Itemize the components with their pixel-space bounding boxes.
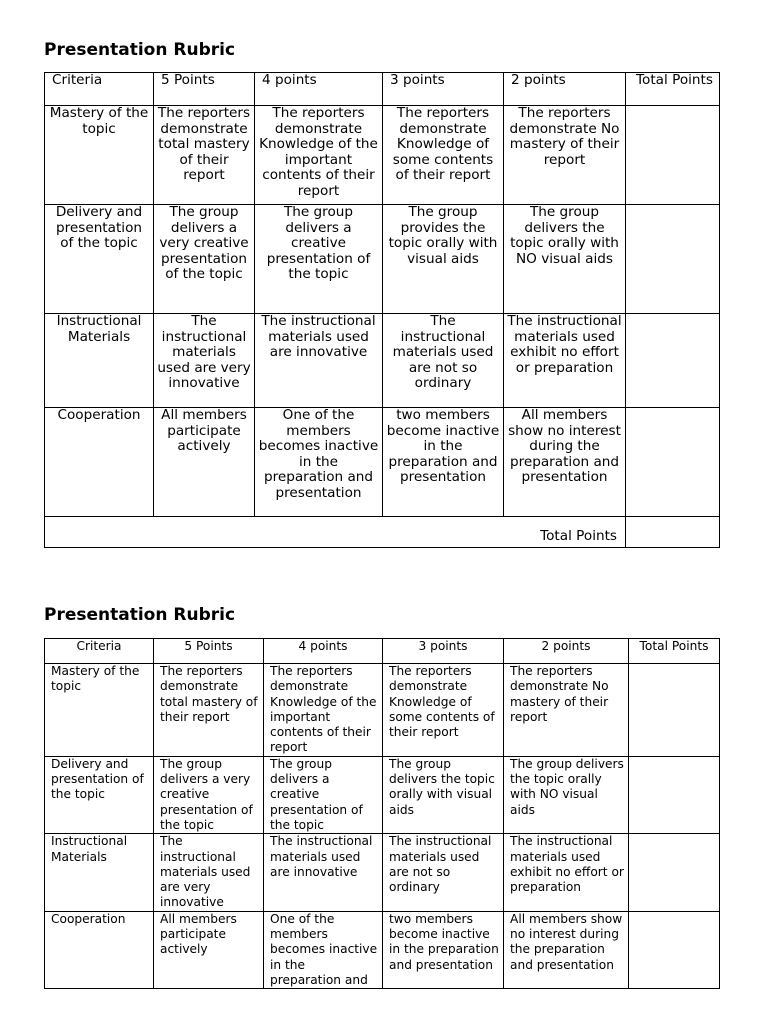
rubric-cell: The instructional materials used exhibit no effort or preparation bbox=[504, 834, 629, 911]
rubric-cell: The reporters demonstrate Knowledge of the important contents of their report bbox=[264, 664, 383, 757]
criteria-cell: Mastery of the topic bbox=[45, 664, 154, 757]
total-row bbox=[45, 517, 720, 548]
criteria-cell: Delivery and presentation of the topic bbox=[45, 205, 154, 314]
rubric-title: Presentation Rubric bbox=[44, 40, 236, 60]
header-5-points: 5 Points bbox=[154, 73, 255, 106]
header-3-points: 3 points bbox=[383, 639, 504, 664]
rubric-cell: The reporters demonstrate total mastery of their report bbox=[154, 664, 264, 757]
rubric-cell: The reporters demonstrate Knowledge of some contents of their report bbox=[383, 664, 504, 757]
rubric-cell: The instructional materials used are very innovative bbox=[154, 834, 264, 911]
criteria-cell: Instructional Materials bbox=[45, 834, 154, 911]
rubric-cell: All members show no interest during the preparation and presentation bbox=[504, 408, 626, 517]
rubric-cell: The group provides the topic orally with visual aids bbox=[383, 205, 504, 314]
rubric-cell: The reporters demonstrate total mastery of their report bbox=[154, 106, 255, 205]
total-cell bbox=[629, 664, 720, 757]
total-cell bbox=[626, 106, 720, 205]
rubric-title-2: Presentation Rubric bbox=[44, 605, 236, 625]
rubric-cell: The group delivers a very creative presentation of the topic bbox=[154, 756, 264, 833]
total-points-value bbox=[626, 517, 720, 548]
header-4-points: 4 points bbox=[264, 639, 383, 664]
table-row bbox=[45, 834, 720, 911]
rubric-cell: The reporters demonstrate Knowledge of some contents of their report bbox=[383, 106, 504, 205]
rubric-cell: All members participate actively bbox=[154, 911, 264, 988]
rubric-cell: The group delivers the topic orally with NO visual aids bbox=[504, 756, 629, 833]
table-header-row bbox=[45, 639, 720, 664]
criteria-cell: Instructional Materials bbox=[45, 314, 154, 408]
table-row bbox=[45, 664, 720, 757]
rubric-cell: The reporters demonstrate Knowledge of the important contents of their report bbox=[255, 106, 383, 205]
total-cell bbox=[629, 834, 720, 911]
total-points-label: Total Points bbox=[45, 517, 626, 548]
rubric-cell: One of the members becomes inactive in the preparation and bbox=[264, 911, 383, 988]
table-row bbox=[45, 314, 720, 408]
rubric-table-2 bbox=[44, 638, 720, 989]
rubric-cell: All members show no interest during the preparation and presentation bbox=[504, 911, 629, 988]
total-cell bbox=[626, 205, 720, 314]
criteria-cell: Cooperation bbox=[45, 911, 154, 988]
rubric-cell: The instructional materials used are innovative bbox=[255, 314, 383, 408]
total-cell bbox=[626, 314, 720, 408]
rubric-table bbox=[44, 72, 720, 548]
header-3-points: 3 points bbox=[383, 73, 504, 106]
header-4-points: 4 points bbox=[255, 73, 383, 106]
total-cell bbox=[629, 911, 720, 988]
rubric-cell: All members participate actively bbox=[154, 408, 255, 517]
table-row bbox=[45, 756, 720, 833]
rubric-cell: two members become inactive in the preparation and presentation bbox=[383, 408, 504, 517]
header-5-points: 5 Points bbox=[154, 639, 264, 664]
criteria-cell: Delivery and presentation of the topic bbox=[45, 756, 154, 833]
table-row bbox=[45, 106, 720, 205]
table-row bbox=[45, 205, 720, 314]
rubric-cell: The instructional materials used are very innovative bbox=[154, 314, 255, 408]
criteria-cell: Cooperation bbox=[45, 408, 154, 517]
header-2-points: 2 points bbox=[504, 73, 626, 106]
rubric-cell: The reporters demonstrate No mastery of their report bbox=[504, 106, 626, 205]
total-cell bbox=[626, 408, 720, 517]
rubric-cell: The instructional materials used are not so ordinary bbox=[383, 834, 504, 911]
rubric-cell: The group delivers the topic orally with NO visual aids bbox=[504, 205, 626, 314]
header-total-points: Total Points bbox=[629, 639, 720, 664]
rubric-cell: The reporters demonstrate No mastery of their report bbox=[504, 664, 629, 757]
header-total-points: Total Points bbox=[626, 73, 720, 106]
criteria-cell: Mastery of the topic bbox=[45, 106, 154, 205]
rubric-cell: The group delivers a very creative presentation of the topic bbox=[154, 205, 255, 314]
rubric-cell: The group delivers a creative presentation of the topic bbox=[255, 205, 383, 314]
table-header-row bbox=[45, 73, 720, 106]
header-criteria: Criteria bbox=[45, 639, 154, 664]
header-2-points: 2 points bbox=[504, 639, 629, 664]
total-cell bbox=[629, 756, 720, 833]
rubric-cell: two members become inactive in the preparation and presentation bbox=[383, 911, 504, 988]
rubric-cell: The group delivers the topic orally with visual aids bbox=[383, 756, 504, 833]
rubric-cell: The instructional materials used exhibit no effort or preparation bbox=[504, 314, 626, 408]
rubric-cell: The group delivers a creative presentation of the topic bbox=[264, 756, 383, 833]
rubric-cell: The instructional materials used are innovative bbox=[264, 834, 383, 911]
table-row bbox=[45, 911, 720, 988]
rubric-cell: The instructional materials used are not so ordinary bbox=[383, 314, 504, 408]
rubric-cell: One of the members becomes inactive in the preparation and presentation bbox=[255, 408, 383, 517]
table-row bbox=[45, 408, 720, 517]
header-criteria: Criteria bbox=[45, 73, 154, 106]
